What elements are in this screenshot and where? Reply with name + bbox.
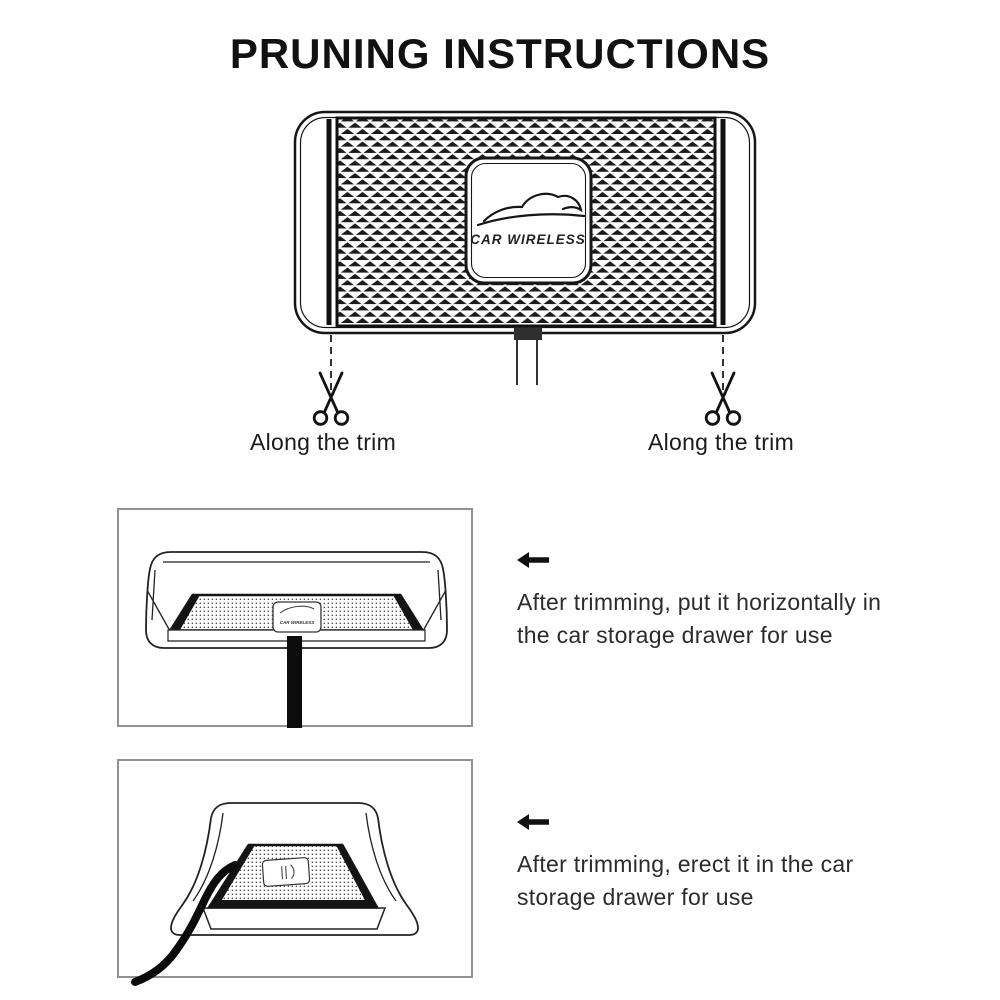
pad-base-plinth xyxy=(203,908,385,929)
step1-illustration-box xyxy=(117,508,473,727)
trim-label-right: Along the trim xyxy=(647,429,795,455)
step1-text-line2: the car storage drawer for use xyxy=(517,622,833,648)
drawer-horizontal-diagram xyxy=(119,510,471,725)
step1-text-line1: After trimming, put it horizontally in xyxy=(517,589,882,615)
step1-instruction xyxy=(517,552,987,652)
drawer-erect-diagram xyxy=(119,761,470,978)
charging-pad-diagram xyxy=(280,103,760,468)
step2-text-line1: After trimming, erect it in the car xyxy=(517,851,854,877)
trim-label-left: Along the trim xyxy=(249,429,397,455)
left-trim-bar xyxy=(327,119,332,325)
scissors-icon xyxy=(314,373,348,424)
logo-text: CAR WIRELESS xyxy=(470,232,586,247)
page-title: PRUNING INSTRUCTIONS xyxy=(229,30,771,77)
pad-in-drawer xyxy=(168,595,425,641)
mini-logo-text: CAR WIRELESS xyxy=(279,620,315,625)
left-arrow-icon xyxy=(517,552,549,568)
logo-plate xyxy=(466,158,591,283)
step2-illustration-box xyxy=(117,759,473,978)
step2-instruction xyxy=(517,814,987,914)
cable-icon xyxy=(514,327,542,385)
mini-logo-plate xyxy=(273,602,321,632)
scissors-icon xyxy=(706,373,740,424)
left-arrow-icon xyxy=(517,814,549,830)
mini-logo-plate xyxy=(262,857,310,886)
step2-text-line2: storage drawer for use xyxy=(517,884,754,910)
right-trim-bar xyxy=(721,119,726,325)
cable-icon xyxy=(287,636,302,728)
